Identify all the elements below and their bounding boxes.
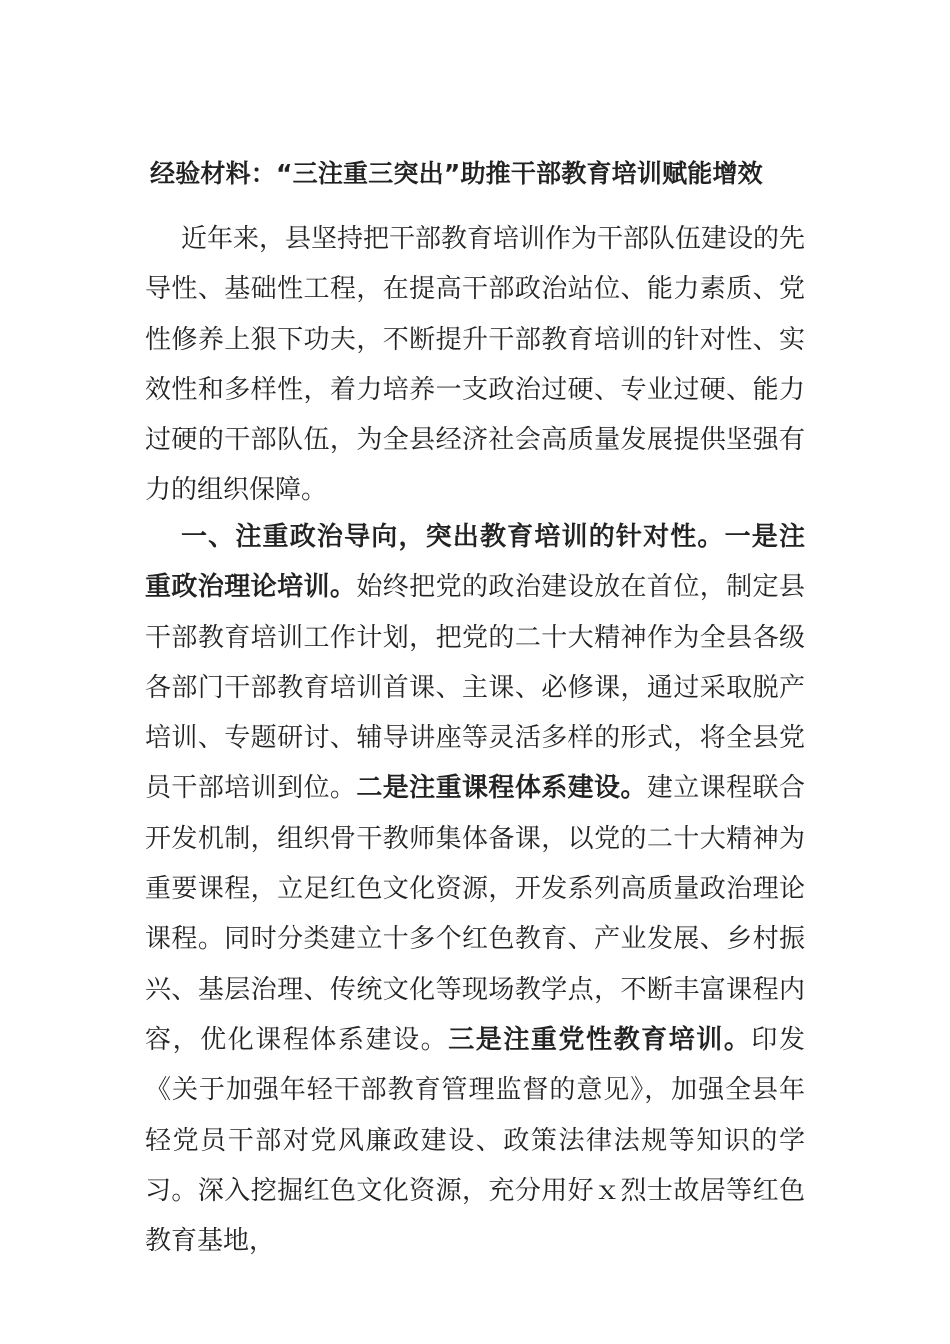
document-title: 经验材料：“三注重三突出”助推干部教育培训赋能增效 xyxy=(150,159,763,188)
section-one-paragraph xyxy=(145,512,805,1266)
intro-paragraph xyxy=(145,214,805,516)
point-two-text: 建立课程联合开发机制，组织骨干教师集体备课，以党的二十大精神为重要课程，立足红色文化资源，开发系列高质量政治理论课程。同时分类建立十多个红色教育、产业发展、乡村振兴、基层治理、传统文化等现场教学点，不断丰富课程内容，优化课程体系建设。 xyxy=(145,773,805,1055)
intro-text: 近年来，县坚持把干部教育培训作为干部队伍建设的先导性、基础性工程，在提高干部政治站位、能力素质、党性修养上狠下功夫，不断提升干部教育培训的针对性、实效性和多样性，着力培养一支政治过硬、专业过硬、能力过硬的干部队伍，为全县经济社会高质量发展提供坚强有力的组织保障。 xyxy=(145,224,806,506)
point-three-lead: 三是注重党性教育培训。 xyxy=(448,1024,752,1055)
point-one-text: 始终把党的政治建设放在首位，制定县干部教育培训工作计划，把党的二十大精神作为全县各级各部门干部教育培训首课、主课、必修课，通过采取脱产培训、专题研讨、辅导讲座等灵活多样的形式，将全县党员干部培训到位。 xyxy=(145,572,805,804)
point-two-lead: 二是注重课程体系建设。 xyxy=(356,773,647,804)
section-one-heading: 一、注重政治导向，突出教育培训的针对性。 xyxy=(181,522,725,552)
point-one-lead: 一是注重政治理论培训。 xyxy=(145,522,805,603)
point-three-text: 印发《关于加强年轻干部教育管理监督的意见》，加强全县年轻党员干部对党风廉政建设、政策法律法规等知识的学习。深入挖掘红色文化资源，充分用好ｘ烈士故居等红色教育基地， xyxy=(145,1024,805,1257)
